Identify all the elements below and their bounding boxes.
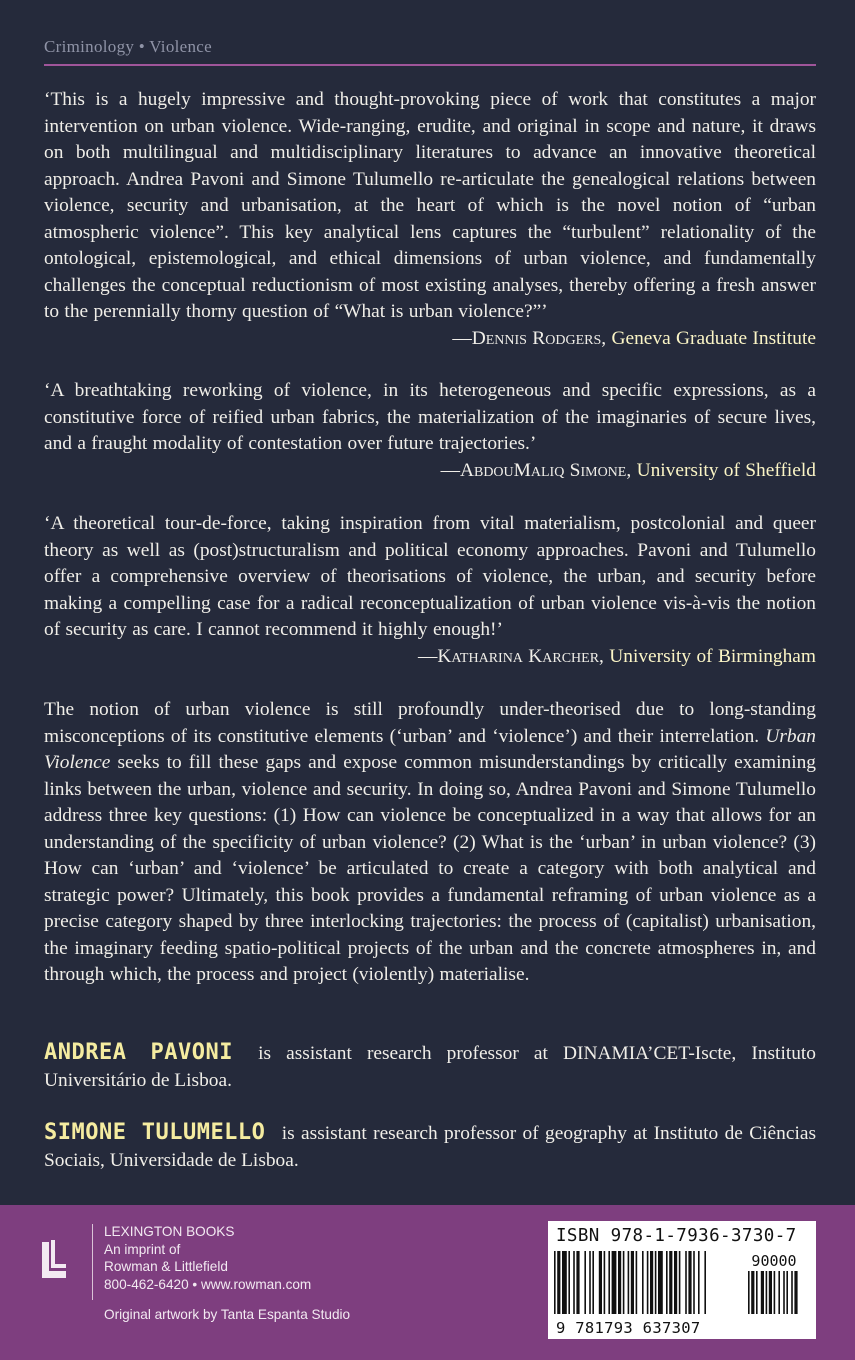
isbn-barcode-bars <box>554 1251 706 1314</box>
publisher-imprint: An imprint of <box>104 1241 181 1257</box>
barcode-bar <box>756 1271 758 1314</box>
author-bio-2 <box>44 1120 816 1174</box>
barcode-bar <box>557 1251 560 1314</box>
lexington-logo-icon <box>42 1240 68 1280</box>
barcode-bar <box>679 1251 681 1314</box>
barcode-bar <box>674 1251 677 1314</box>
barcode-bar <box>573 1251 575 1314</box>
barcode-bar <box>769 1271 772 1314</box>
barcode-bar <box>751 1271 754 1314</box>
artwork-credit: Original artwork by Tanta Espanta Studio <box>104 1307 351 1322</box>
barcode-bar <box>748 1271 750 1314</box>
barcode-bar <box>576 1251 579 1314</box>
author-name: SIMONE TULUMELLO <box>44 1120 266 1145</box>
author-bio-1 <box>44 1040 816 1094</box>
barcode-bar <box>704 1251 706 1314</box>
price-barcode-bars <box>748 1271 798 1314</box>
barcode-bar <box>761 1271 764 1314</box>
barcode-bar <box>618 1251 621 1314</box>
barcode-bar <box>604 1251 606 1314</box>
barcode-bar <box>647 1251 649 1314</box>
barcode-bar <box>612 1251 617 1314</box>
author-name: ANDREA PAVONI <box>44 1040 233 1065</box>
book-title: Urban Violence <box>44 725 816 773</box>
barcode-bar <box>584 1251 586 1314</box>
barcode-bar <box>628 1251 630 1314</box>
barcode-bar <box>791 1271 793 1314</box>
barcode-bar <box>766 1271 768 1314</box>
barcode-bar <box>778 1271 780 1314</box>
barcode-bar <box>786 1271 788 1314</box>
barcode-bar <box>698 1251 700 1314</box>
publisher-info <box>104 1223 311 1293</box>
endorser-name: —Dennis Rodgers, <box>452 327 607 349</box>
header-divider <box>44 64 816 66</box>
barcode-number: 9 781793 637307 <box>556 1319 701 1335</box>
barcode-bar <box>562 1251 567 1314</box>
barcode-bar <box>666 1251 668 1314</box>
endorsement-attribution <box>44 458 816 485</box>
barcode-bar <box>636 1251 638 1314</box>
endorsement-2 <box>44 378 816 484</box>
barcode-graphic <box>552 1251 814 1335</box>
publisher-name: LEXINGTON BOOKS <box>104 1224 235 1239</box>
barcode-bar <box>658 1251 663 1314</box>
barcode-bar <box>783 1271 785 1314</box>
barcode-bar <box>623 1251 625 1314</box>
endorser-institution: University of Sheffield <box>636 459 816 481</box>
isbn-label: ISBN 978-1-7936-3730-7 <box>556 1226 797 1246</box>
barcode-bar <box>589 1251 591 1314</box>
endorsement-1 <box>44 87 816 352</box>
endorsement-quote: ‘A theoretical tour-de-force, taking inspiration from vital materialism, postcolonial and queer theory as well as (post)structuralism and political economy approaches. Pavoni and Tulumello offer a comprehensive overview of theorisations of violence, the urban, and security before making a compelling case for a radical reconceptualization of urban violence vis-à-vis the notion of security as care. I cannot recommend it highly enough!’ <box>44 513 816 640</box>
barcode-bar <box>592 1251 594 1314</box>
barcode-bar <box>794 1271 797 1314</box>
endorsement-quote: ‘This is a hugely impressive and thought-provoking piece of work that constitutes a major intervention on urban violence. Wide-ranging, erudite, and original in scope and nature, it draws on both multilingual and multidisciplinary literatures to advance an innovative theoretical approach. Andrea Pavoni and Simone Tulumello re-articulate the genealogical relations between violence, security and urbanisation, at the heart of which is the novel notion of “urban atmospheric violence”. This key analytical lens captures the “turbulent” relationality of the ontological, epistemological, and ethical dimensions of urban violence, and fundamentally challenges the conceptual reductionism of most existing analyses, thereby offering a fresh answer to the perennially thorny question of “What is urban violence?”’ <box>44 89 816 322</box>
endorser-name: —Katharina Karcher, <box>417 645 604 667</box>
endorser-institution: Geneva Graduate Institute <box>611 327 816 349</box>
logo-divider <box>92 1224 93 1300</box>
barcode-bar <box>688 1251 691 1314</box>
barcode-bar <box>599 1251 602 1314</box>
barcode-bar <box>669 1251 672 1314</box>
endorsement-3 <box>44 511 816 670</box>
endorser-institution: University of Birmingham <box>609 645 816 667</box>
publisher-contact: 800-462-6420 • www.rowman.com <box>104 1276 312 1292</box>
author-bio-text: is assistant research professor of geography at Instituto de Ciências Sociais, Universidade de Lisboa. <box>44 1123 816 1171</box>
endorsement-attribution <box>418 644 816 671</box>
barcode-bar <box>655 1251 657 1314</box>
barcode-bar <box>693 1251 695 1314</box>
category-label: Criminology • Violence <box>44 37 212 56</box>
barcode-bar <box>774 1271 776 1314</box>
endorsement-quote: ‘A breathtaking reworking of violence, in its heterogeneous and specific expressions, as a constitutive force of reified urban fabrics, the materialization of the imaginaries of secure lives, and a fraught modality of contestation over future trajectories.’ <box>44 380 816 454</box>
barcode-bar <box>650 1251 653 1314</box>
barcode-bar <box>631 1251 634 1314</box>
publisher-parent: Rowman & Littlefield <box>104 1259 228 1274</box>
endorser-name: —AbdouMaliq Simone, <box>440 459 632 481</box>
endorsement-attribution <box>452 326 816 353</box>
author-bio-text: is assistant research professor at DINAMIA’CET-Iscte, Instituto Universitário de Lisboa. <box>44 1043 816 1091</box>
book-description <box>44 697 816 989</box>
description-after: seeks to fill these gaps and expose common misunderstandings by critically examining links between the urban, violence and security. In doing so, Andrea Pavoni and Simone Tulumello address three key questions: (1) How can violence be conceptualized in a way that allows for an understanding of the specificity of urban violence? (2) What is the ‘urban’ in urban violence? (3) How can ‘urban’ and ‘violence’ be articulated to create a category with both analytical and strategic power? Ultimately, this book provides a fundamental reframing of urban violence as a precise category shaped by three interlocking trajectories: the process of (capitalist) urbanisation, the imaginary feeding spatio-political projects of the urban and the concrete atmospheres in, and through which, the process and project (violently) materialise. <box>44 752 816 985</box>
description-before: The notion of urban violence is still profoundly under-theorised due to long-standing misconceptions of its constitutive elements (‘urban’ and ‘violence’) and their interrelation. <box>44 699 816 747</box>
price-code: 90000 <box>751 1252 797 1270</box>
barcode-bar <box>642 1251 644 1314</box>
barcode-bar <box>608 1251 610 1314</box>
barcode-bar <box>685 1251 687 1314</box>
barcode-bar <box>568 1251 570 1314</box>
barcode-bar <box>554 1251 556 1314</box>
